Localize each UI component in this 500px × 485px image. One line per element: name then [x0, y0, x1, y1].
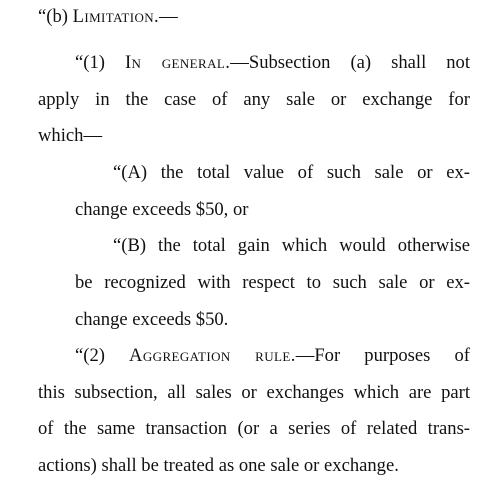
- paragraph-1-line-1: [75, 52, 470, 74]
- paragraph-2-line-1: [75, 345, 470, 367]
- paragraph-2-line-3: of the same transaction (or a series of related trans-: [38, 418, 470, 439]
- subsection-b-heading: [38, 6, 178, 28]
- item-b-line-2: be recognized with respect to such sale or ex-: [75, 272, 470, 293]
- paragraph-1-text-1: —Subsection (a) shall not: [230, 52, 471, 73]
- item-a-line-1: “(A) the total value of such sale or ex-: [113, 162, 470, 183]
- subsection-b-prefix: “(b): [38, 6, 73, 27]
- item-a-line-2: change exceeds $50, or: [75, 199, 249, 220]
- item-b-line-1: “(B) the total gain which would otherwise: [113, 235, 470, 256]
- subsection-b-dash: —: [159, 6, 178, 27]
- paragraph-1-title: In general.: [124, 52, 231, 73]
- paragraph-1-line-2: apply in the case of any sale or exchange for: [38, 89, 470, 110]
- paragraph-2-text-1: —For purposes of: [295, 345, 470, 366]
- item-b-line-3: change exceeds $50.: [75, 309, 229, 330]
- subsection-b-title: Limitation.: [72, 6, 160, 27]
- paragraph-2-title: Aggregation rule.: [129, 345, 296, 366]
- paragraph-1-prefix: “(1): [75, 52, 125, 73]
- paragraph-2-line-4: actions) shall be treated as one sale or exchange.: [38, 455, 399, 476]
- paragraph-1-line-3: which—: [38, 125, 103, 146]
- paragraph-2-prefix: “(2): [75, 345, 130, 366]
- paragraph-2-line-2: this subsection, all sales or exchanges which are part: [38, 382, 470, 403]
